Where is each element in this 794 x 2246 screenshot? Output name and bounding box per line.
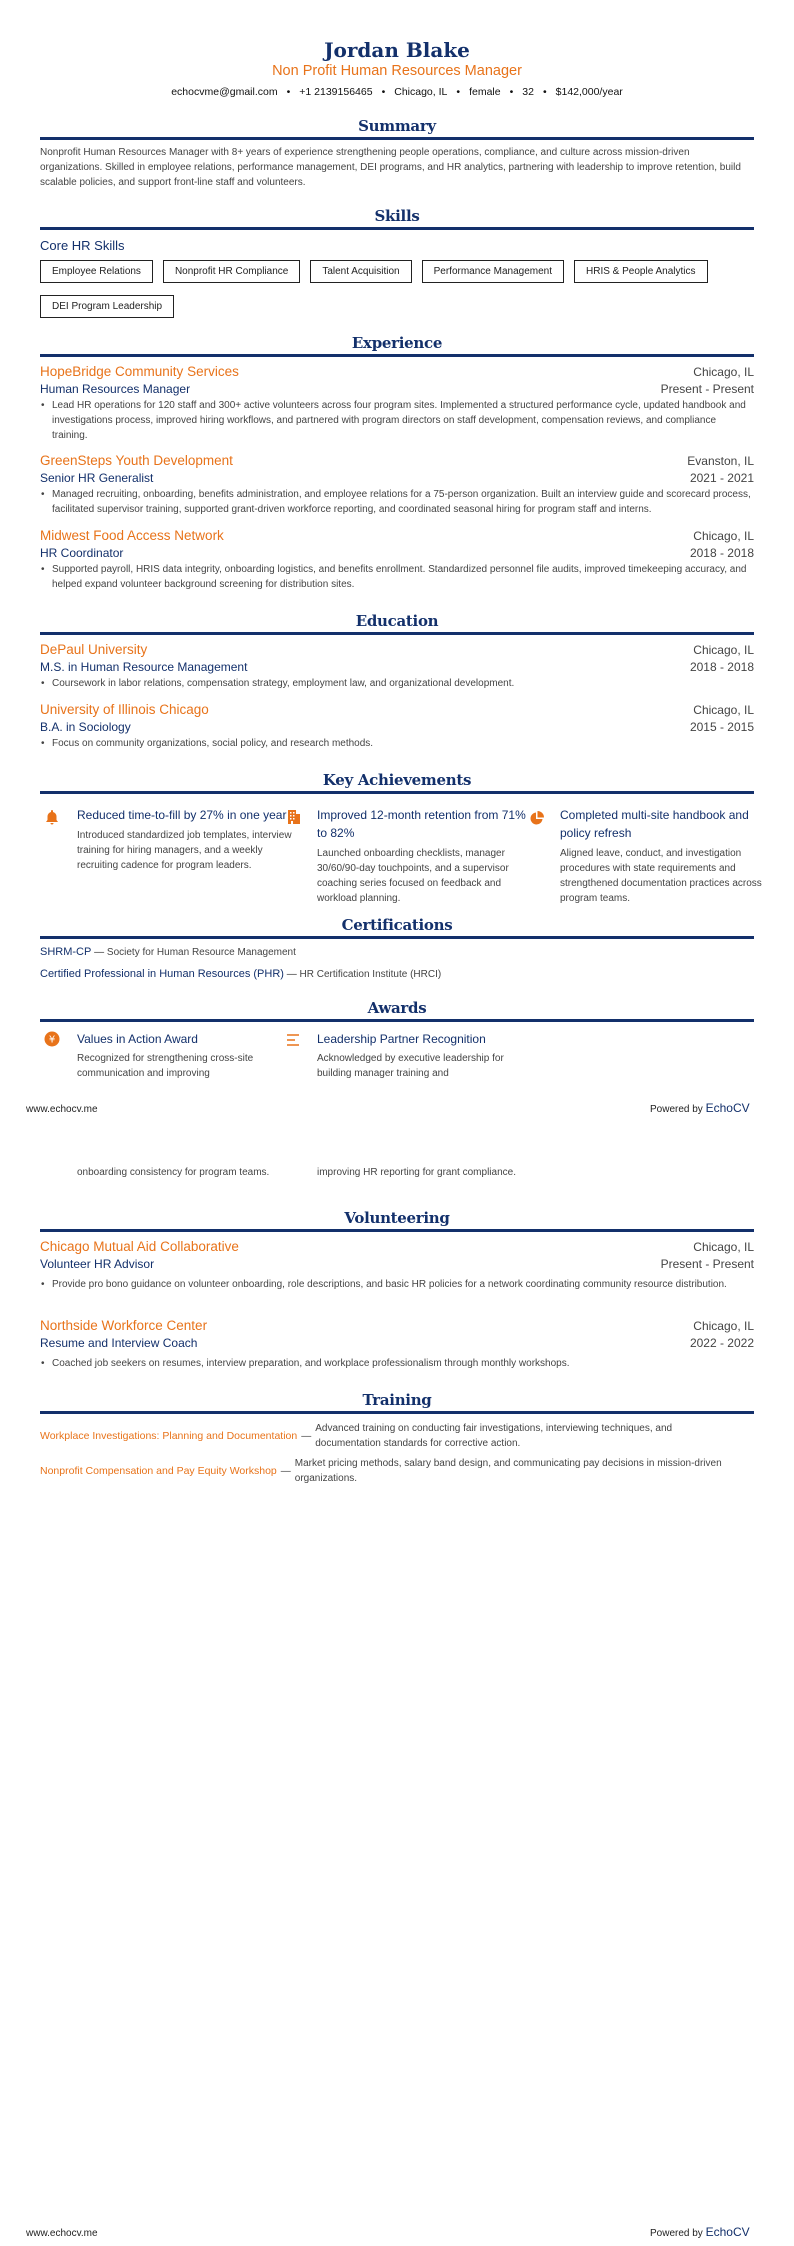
achievement-desc: Launched onboarding checklists, manager 30/60/90-day touchpoints, and a supervisor coaching series focused on feedback and workload planning. <box>317 848 509 904</box>
achievement-title: Improved 12-month retention from 71% to 82% <box>317 808 526 840</box>
job-bullet: • Lead HR operations for 120 staff and 300+ active volunteers across four program sites. Implemented a structured performance cycle, updated handbook and investigations process, improved hiring workflows, and partnered with program directors on staff development, compensation reviews, and compliance training. <box>40 398 754 443</box>
volunteering-item <box>40 1318 754 1371</box>
company-name: HopeBridge Community Services <box>40 364 239 379</box>
footer-site[interactable]: www.echocv.me <box>26 2228 98 2239</box>
certification-issuer: HR Certification Institute (HRCI) <box>299 969 442 980</box>
job-position: HR Coordinator <box>40 546 124 560</box>
list-icon <box>286 1032 302 1053</box>
skills-heading: Skills <box>40 207 754 230</box>
experience-item <box>40 453 754 517</box>
footer-site[interactable]: www.echocv.me <box>26 1104 98 1115</box>
achievement-title: Reduced time-to-fill by 27% in one year <box>77 808 287 822</box>
school-name: University of Illinois Chicago <box>40 702 209 717</box>
achievement-item <box>560 806 780 906</box>
achievement-item <box>317 806 537 906</box>
contact-salary: $142,000/year <box>555 86 623 98</box>
achievements-heading: Key Achievements <box>40 771 754 794</box>
certification-item: SHRM-CP — Society for Human Resource Management <box>40 946 296 958</box>
summary-heading: Summary <box>40 117 754 140</box>
award-desc: improving HR reporting for grant compliance. <box>317 1167 516 1178</box>
pie-chart-icon <box>529 810 545 831</box>
award-desc: Recognized for strengthening cross-site communication and improving <box>77 1053 254 1079</box>
volunteer-bullet: • Provide pro bono guidance on volunteer onboarding, role descriptions, and basic HR policies for a network coordinating community resource distribution. <box>40 1277 754 1292</box>
powered-by-label <box>650 2225 750 2239</box>
degree: B.A. in Sociology <box>40 720 131 734</box>
school-location: Chicago, IL <box>693 643 754 657</box>
volunteer-dates: Present - Present <box>660 1257 754 1271</box>
organization-name: Chicago Mutual Aid Collaborative <box>40 1239 239 1254</box>
bell-icon <box>44 809 60 830</box>
contact-email: echocvme@gmail.com <box>171 86 278 98</box>
skill-chip: HRIS & People Analytics <box>574 260 708 283</box>
company-name: GreenSteps Youth Development <box>40 453 233 468</box>
brand-name: EchoCV <box>705 1101 750 1115</box>
certification-name: Certified Professional in Human Resources (PHR) <box>40 968 284 980</box>
volunteering-heading: Volunteering <box>40 1209 754 1232</box>
certification-issuer: Society for Human Resource Management <box>106 947 296 958</box>
summary-text: Nonprofit Human Resources Manager with 8+ years of experience strengthening people operations, compliance, and culture across mission-driven organizations. Skilled in employee relations, performance management, DEI programs, and HR analytics, partnering with leadership to improve retention, build scalable policies, and support front-line staff and volunteers. <box>40 147 741 188</box>
education-bullet: • Focus on community organizations, social policy, and research methods. <box>40 736 754 751</box>
training-name: Nonprofit Compensation and Pay Equity Workshop <box>40 1464 277 1477</box>
job-location: Chicago, IL <box>693 529 754 543</box>
skill-chip: Performance Management <box>422 260 564 283</box>
skills-group-title: Core HR Skills <box>40 238 125 253</box>
volunteer-location: Chicago, IL <box>693 1240 754 1254</box>
job-position: Senior HR Generalist <box>40 471 154 485</box>
education-dates: 2018 - 2018 <box>689 660 754 674</box>
job-location: Evanston, IL <box>687 454 754 468</box>
certification-item: Certified Professional in Human Resources (PHR) — HR Certification Institute (HRCI) <box>40 968 442 980</box>
skill-chip: Employee Relations <box>40 260 153 283</box>
job-position: Human Resources Manager <box>40 382 191 396</box>
job-dates: Present - Present <box>660 382 754 396</box>
training-item: Workplace Investigations: Planning and Documentation — Advanced training on conducting fair investigations, interviewing techniques, and documentation standards for corrective action. <box>40 1421 754 1451</box>
achievement-title: Completed multi-site handbook and policy refresh <box>560 808 749 840</box>
award-desc-continued <box>77 1161 297 1180</box>
school-name: DePaul University <box>40 642 148 657</box>
experience-item <box>40 528 754 592</box>
job-dates: 2018 - 2018 <box>689 546 754 560</box>
awards-heading: Awards <box>40 999 754 1022</box>
certifications-heading: Certifications <box>40 916 754 939</box>
education-item <box>40 642 754 691</box>
organization-name: Northside Workforce Center <box>40 1318 208 1333</box>
volunteer-bullet: • Coached job seekers on resumes, interview preparation, and workplace professionalism through monthly workshops. <box>40 1356 754 1371</box>
degree: M.S. in Human Resource Management <box>40 660 248 674</box>
contact-age: 32 <box>522 86 534 98</box>
award-title: Leadership Partner Recognition <box>317 1032 486 1046</box>
education-dates: 2015 - 2015 <box>689 720 754 734</box>
skill-chip: DEI Program Leadership <box>40 295 174 318</box>
powered-by-label <box>650 1101 750 1115</box>
volunteer-dates: 2022 - 2022 <box>689 1336 754 1350</box>
candidate-name: Jordan Blake <box>324 38 470 62</box>
powered-text: Powered by <box>650 2228 703 2239</box>
volunteer-role: Resume and Interview Coach <box>40 1336 198 1350</box>
award-desc-continued <box>317 1161 537 1180</box>
experience-heading: Experience <box>40 334 754 357</box>
education-heading: Education <box>40 612 754 635</box>
volunteering-item <box>40 1239 754 1292</box>
company-name: Midwest Food Access Network <box>40 528 224 543</box>
education-item <box>40 702 754 751</box>
award-desc: Acknowledged by executive leadership for building manager training and <box>317 1053 504 1079</box>
contact-line: echocvme@gmail.com • +1 2139156465 • Chicago, IL • female • 32 • $142,000/year <box>171 86 623 98</box>
job-bullet: • Supported payroll, HRIS data integrity, onboarding logistics, and benefits enrollment. Standardized personnel file audits, improved timekeeping accuracy, and helped expand volunteer background screening for distribution sites. <box>40 562 754 592</box>
volunteer-role: Volunteer HR Advisor <box>40 1257 155 1271</box>
education-bullet: • Coursework in labor relations, compensation strategy, employment law, and organizational development. <box>40 676 754 691</box>
skill-chip: Talent Acquisition <box>310 260 411 283</box>
skill-chip: Nonprofit HR Compliance <box>163 260 300 283</box>
job-bullet: • Managed recruiting, onboarding, benefits administration, and employee relations for a 75-person organization. Built an interview guide and scorecard process, facilitated supervisor training, supported grant-driven workforce reporting, and coordinated seasonal hiring for program staff and interns. <box>40 487 754 517</box>
yen-coin-icon <box>44 1031 60 1052</box>
contact-gender: female <box>469 86 501 98</box>
school-location: Chicago, IL <box>693 703 754 717</box>
training-name: Workplace Investigations: Planning and Documentation <box>40 1429 298 1442</box>
award-desc: onboarding consistency for program teams. <box>77 1167 270 1178</box>
svg-text:¥: ¥ <box>48 1034 56 1046</box>
certification-name: SHRM-CP <box>40 946 92 958</box>
training-heading: Training <box>40 1391 754 1414</box>
achievement-item <box>77 806 297 873</box>
brand-name: EchoCV <box>705 2225 750 2239</box>
award-item <box>77 1030 297 1081</box>
job-dates: 2021 - 2021 <box>689 471 754 485</box>
volunteer-location: Chicago, IL <box>693 1319 754 1333</box>
job-location: Chicago, IL <box>693 365 754 379</box>
experience-item <box>40 364 754 443</box>
building-icon <box>286 809 302 830</box>
achievement-desc: Aligned leave, conduct, and investigation procedures with state requirements and strengthened documentation practices across program teams. <box>560 848 762 904</box>
contact-phone: +1 2139156465 <box>299 86 373 98</box>
candidate-title: Non Profit Human Resources Manager <box>272 63 522 79</box>
training-desc: Advanced training on conducting fair investigations, interviewing techniques, and documentation standards for corrective action. <box>315 1423 673 1449</box>
contact-location: Chicago, IL <box>394 86 448 98</box>
achievement-desc: Introduced standardized job templates, interview training for hiring managers, and a weekly recruiting cadence for program leaders. <box>77 830 292 871</box>
training-item: Nonprofit Compensation and Pay Equity Workshop — Market pricing methods, salary band design, and communicating pay decisions in mission-driven organizations. <box>40 1456 754 1486</box>
skills-list <box>40 260 754 330</box>
award-title: Values in Action Award <box>77 1032 198 1046</box>
training-desc: Market pricing methods, salary band design, and communicating pay decisions in mission-driven organizations. <box>294 1458 722 1484</box>
award-item <box>317 1030 537 1081</box>
powered-text: Powered by <box>650 1104 703 1115</box>
